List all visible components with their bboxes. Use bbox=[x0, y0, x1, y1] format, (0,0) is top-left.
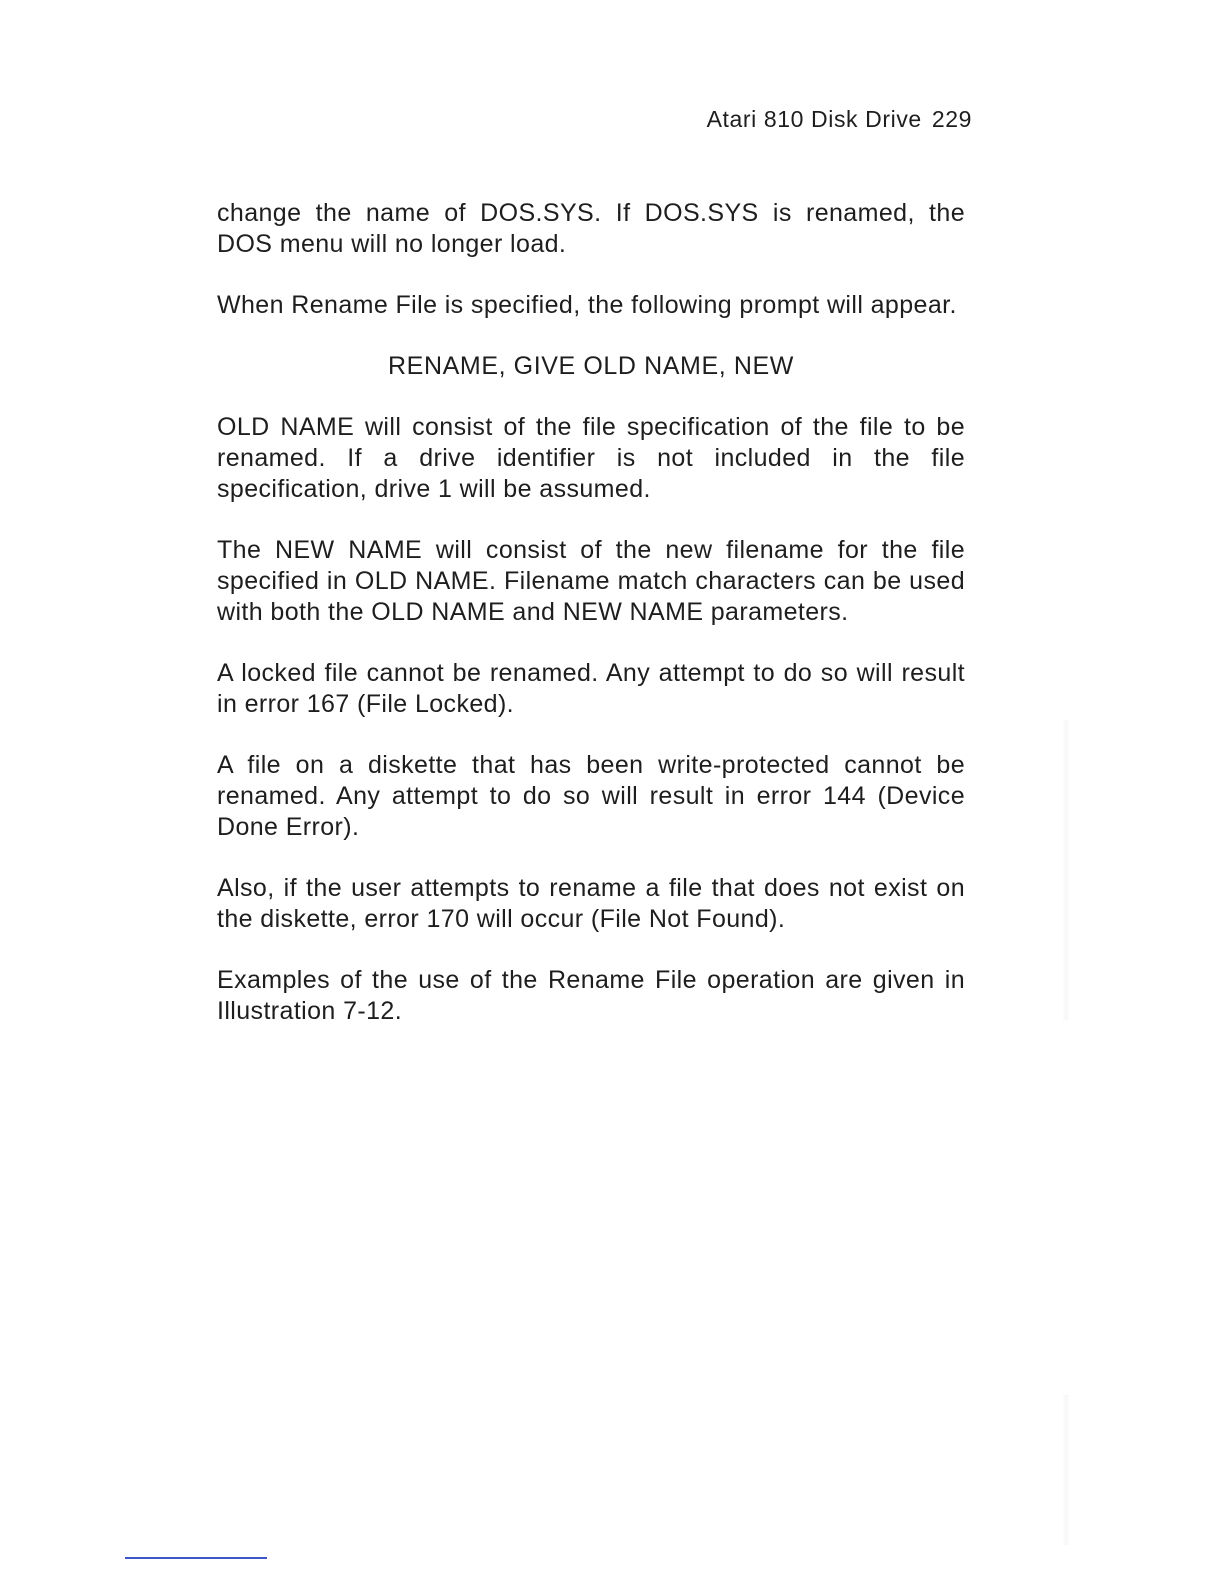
paragraph-examples: Examples of the use of the Rename File operation are given in Illustration 7-12. bbox=[217, 966, 965, 1025]
paragraph-dos-sys: change the name of DOS.SYS. If DOS.SYS is renamed, the DOS menu will no longer load. bbox=[217, 199, 965, 258]
paragraph-new-name: The NEW NAME will consist of the new filename for the file specified in OLD NAME. Filename match characters can be used with both the OLD NAME and NEW NAME parameters. bbox=[217, 536, 965, 626]
rename-prompt: RENAME, GIVE OLD NAME, NEW bbox=[388, 352, 794, 380]
paragraph-file-not-found: Also, if the user attempts to rename a file that does not exist on the diskette, error 170 will occur (File Not Found). bbox=[217, 874, 965, 933]
scan-shadow bbox=[1062, 720, 1070, 1020]
running-title: Atari 810 Disk Drive bbox=[706, 106, 922, 132]
running-header bbox=[707, 106, 972, 133]
footnote-rule bbox=[125, 1557, 267, 1559]
paragraph-old-name: OLD NAME will consist of the file specification of the file to be renamed. If a drive identifier is not included in the file specification, drive 1 will be assumed. bbox=[217, 413, 965, 503]
page-number: 229 bbox=[931, 106, 972, 132]
body-text bbox=[217, 198, 965, 1057]
paragraph-rename-intro: When Rename File is specified, the following prompt will appear. bbox=[217, 291, 957, 319]
paragraph-locked-file: A locked file cannot be renamed. Any attempt to do so will result in error 167 (File Locked). bbox=[217, 659, 965, 718]
paragraph-write-protected: A file on a diskette that has been write-protected cannot be renamed. Any attempt to do so will result in error 144 (Device Done Error). bbox=[217, 751, 965, 841]
scan-shadow bbox=[1062, 1395, 1070, 1545]
